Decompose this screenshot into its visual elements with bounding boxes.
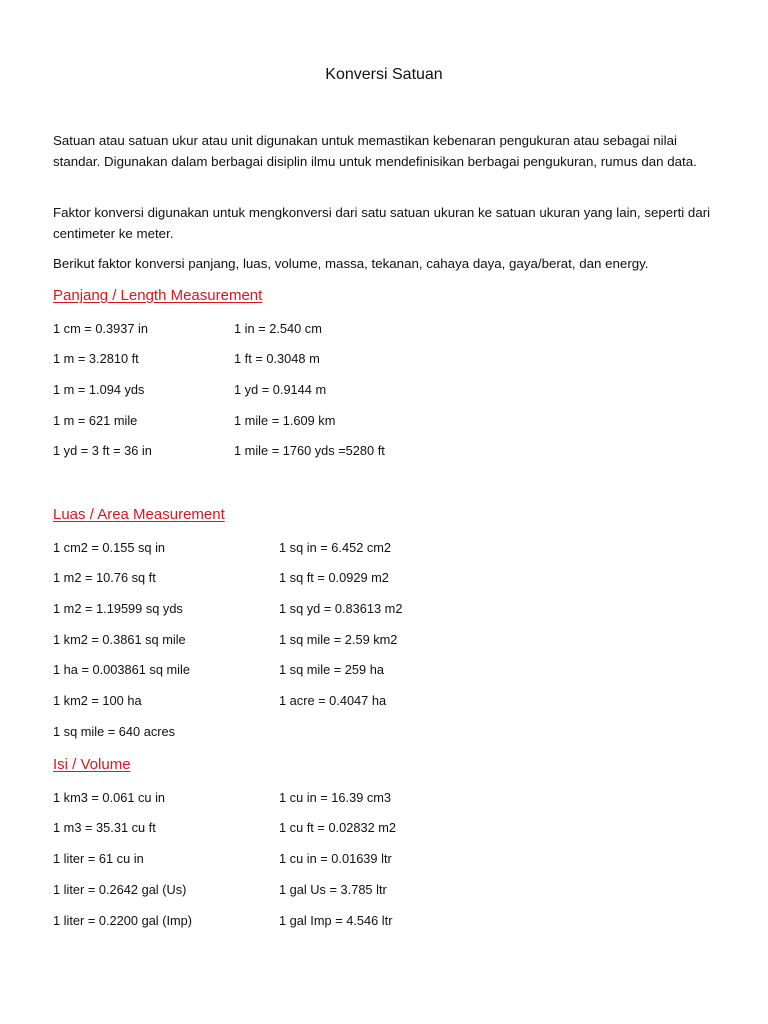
conversion-right: 1 cu in = 16.39 cm3 — [279, 790, 392, 805]
table-row — [53, 849, 713, 869]
table-row — [53, 441, 713, 461]
table-row — [53, 691, 713, 711]
conversion-left: 1 m = 1.094 yds — [53, 382, 145, 397]
table-row — [53, 349, 713, 369]
table-row — [53, 722, 713, 742]
intro-paragraph-2: Faktor konversi digunakan untuk mengkonversi dari satu satuan ukuran ke satuan ukuran yang lain, seperti dari centimeter ke meter. — [53, 205, 711, 241]
conversion-left: 1 m2 = 10.76 sq ft — [53, 570, 156, 585]
table-row — [53, 880, 713, 900]
conversion-right: 1 yd = 0.9144 m — [234, 382, 327, 397]
conversion-right: 1 sq yd = 0.83613 m2 — [279, 601, 403, 616]
page-title: Konversi Satuan — [325, 66, 443, 83]
conversion-left: 1 m = 3.2810 ft — [53, 351, 139, 366]
conversion-right: 1 gal Imp = 4.546 ltr — [279, 913, 393, 928]
conversion-left: 1 liter = 0.2642 gal (Us) — [53, 882, 187, 897]
conversion-left: 1 cm2 = 0.155 sq in — [53, 540, 166, 555]
conversion-right: 1 cu in = 0.01639 ltr — [279, 851, 392, 866]
conversion-left: 1 m = 621 mile — [53, 413, 138, 428]
table-row — [53, 788, 713, 808]
conversion-right: 1 mile = 1.609 km — [234, 413, 336, 428]
conversion-left: 1 m3 = 35.31 cu ft — [53, 820, 156, 835]
table-row — [53, 660, 713, 680]
conversion-right: 1 gal Us = 3.785 ltr — [279, 882, 387, 897]
table-row — [53, 911, 713, 931]
conversion-left: 1 km2 = 100 ha — [53, 693, 142, 708]
section-heading-volume: Isi / Volume — [53, 756, 131, 773]
conversion-right: 1 sq in = 6.452 cm2 — [279, 540, 392, 555]
table-row — [53, 411, 713, 431]
conversion-left: 1 liter = 61 cu in — [53, 851, 144, 866]
conversion-right: 1 sq ft = 0.0929 m2 — [279, 570, 389, 585]
intro-paragraph-1: Satuan atau satuan ukur atau unit digunakan untuk memastikan kebenaran pengukuran atau sebagai nilai standar. Digunakan dalam berbagai disiplin ilmu untuk mendefinisikan berbagai pengukuran, rumus dan data. — [53, 133, 697, 169]
conversion-left: 1 cm = 0.3937 in — [53, 321, 148, 336]
table-row — [53, 818, 713, 838]
conversion-left: 1 km3 = 0.061 cu in — [53, 790, 166, 805]
conversion-right: 1 sq mile = 259 ha — [279, 662, 384, 677]
conversion-right: 1 mile = 1760 yds =5280 ft — [234, 443, 385, 458]
table-row — [53, 319, 713, 339]
table-row — [53, 538, 713, 558]
table-row — [53, 568, 713, 588]
intro-paragraph-3: Berikut faktor konversi panjang, luas, volume, massa, tekanan, cahaya daya, gaya/berat, dan energy. — [53, 256, 649, 271]
conversion-right: 1 in = 2.540 cm — [234, 321, 322, 336]
conversion-left: 1 ha = 0.003861 sq mile — [53, 662, 190, 677]
conversion-left: 1 m2 = 1.19599 sq yds — [53, 601, 183, 616]
conversion-left: 1 liter = 0.2200 gal (Imp) — [53, 913, 193, 928]
table-row — [53, 599, 713, 619]
section-heading-length: Panjang / Length Measurement — [53, 287, 263, 304]
table-row — [53, 380, 713, 400]
conversion-left: 1 sq mile = 640 acres — [53, 724, 175, 739]
conversion-left: 1 km2 = 0.3861 sq mile — [53, 632, 186, 647]
conversion-right: 1 sq mile = 2.59 km2 — [279, 632, 398, 647]
section-heading-area: Luas / Area Measurement — [53, 506, 225, 523]
conversion-left: 1 yd = 3 ft = 36 in — [53, 443, 152, 458]
table-row — [53, 630, 713, 650]
conversion-right: 1 ft = 0.3048 m — [234, 351, 320, 366]
conversion-right: 1 cu ft = 0.02832 m2 — [279, 820, 397, 835]
conversion-right: 1 acre = 0.4047 ha — [279, 693, 387, 708]
